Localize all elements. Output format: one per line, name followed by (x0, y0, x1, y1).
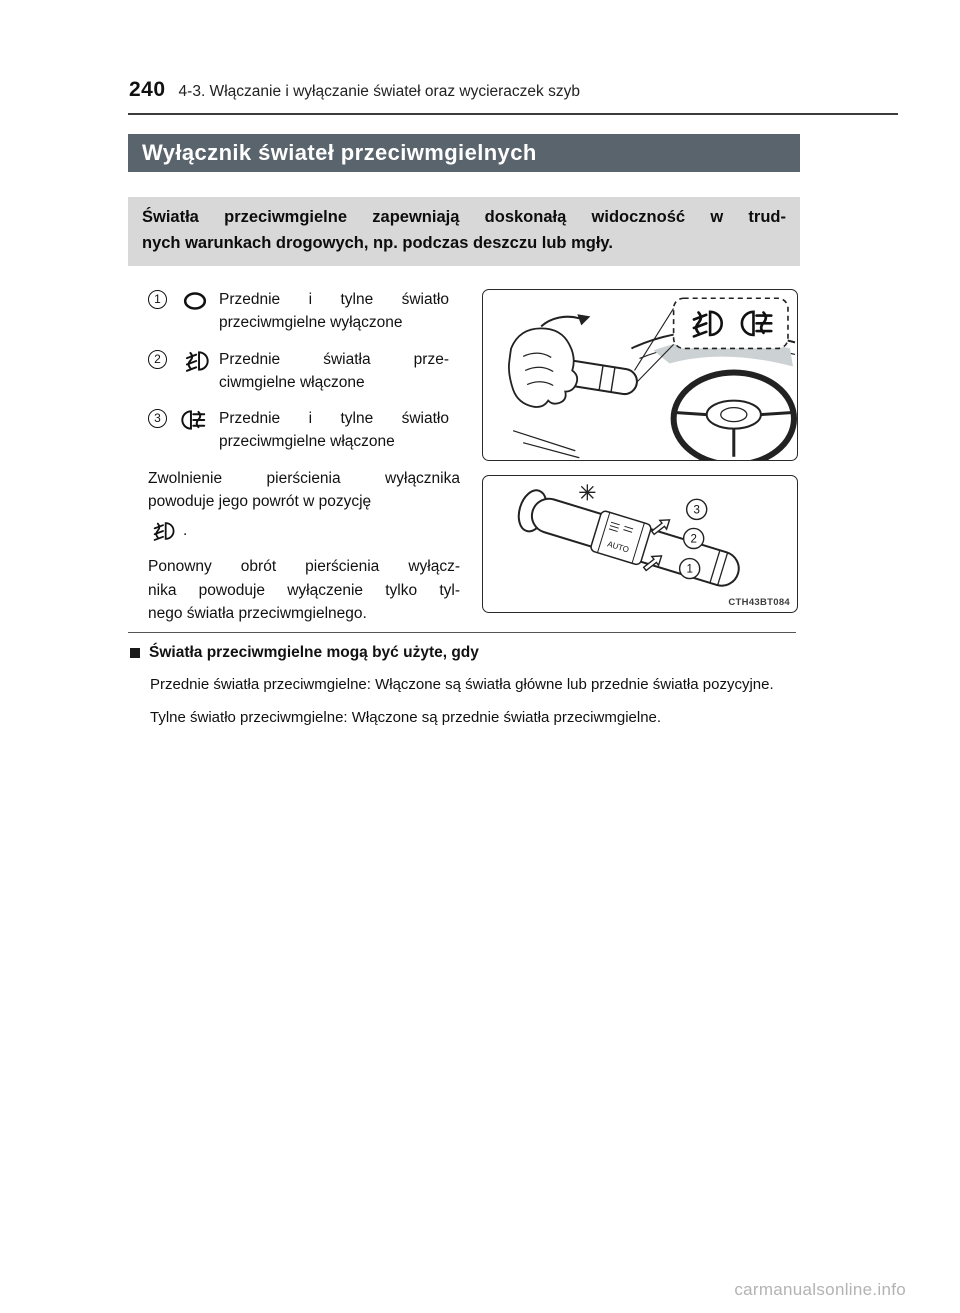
rotation-arrow (541, 314, 590, 326)
light-symbol-icon (579, 484, 595, 500)
symbol-inset (674, 298, 788, 348)
figure-caption: CTH43BT084 (728, 597, 790, 608)
hand (509, 328, 577, 407)
intro-box (128, 197, 800, 266)
paragraph-release-ring: Zwolnienie pierścienia wyłącznika powoduje jego powrót w pozycję . (148, 467, 460, 543)
figure-fog-switch-hand (482, 289, 798, 461)
callout-1 (680, 559, 700, 579)
control-stalk (514, 487, 744, 594)
item-number-1: 1 (148, 290, 167, 309)
figure-stalk-positions (482, 475, 798, 613)
section-title: 4-3. Włączanie i wyłączanie świateł oraz wycieraczek szyb (178, 83, 580, 100)
intro-line-2: nych warunkach drogowych, np. podczas deszczu lub mgły. (142, 233, 613, 252)
note-paragraph: Tylne światło przeciwmgielne: Włączone są przednie światła przeciwmgielne. (150, 709, 662, 727)
page-header (129, 78, 580, 102)
list-item (148, 407, 468, 454)
notes-section (130, 644, 806, 740)
chapter-title-bar: Wyłącznik świateł przeciwmgielnych (128, 134, 800, 172)
period: . (183, 522, 188, 539)
section-divider (128, 632, 796, 633)
steering-wheel (674, 372, 794, 460)
note-heading (130, 644, 806, 662)
front-fog-icon (148, 521, 176, 541)
stalk-diagram (483, 476, 797, 612)
position-icon-line (148, 519, 460, 542)
callout-3 (687, 499, 707, 519)
item-number-3: 3 (148, 409, 167, 428)
svg-text:1: 1 (686, 563, 693, 576)
fog-off-icon (179, 290, 211, 312)
item-text: Przednie i tylne światło przeciwmgielne wyłączone (219, 291, 449, 332)
watermark: carmanualsonline.info (734, 1280, 906, 1299)
square-bullet-icon (130, 648, 140, 658)
legend-column (148, 288, 468, 625)
note-heading-text: Światła przeciwmgielne mogą być użyte, gdy (149, 644, 479, 661)
fog-switch-illustration (483, 290, 797, 460)
list-item (148, 348, 468, 395)
svg-text:3: 3 (693, 504, 700, 517)
paragraph-rotate-again: Ponowny obrót pierścienia wyłącz- nika powoduje wyłączenie tylko tyl- nego światła przeciwmgielnego. (148, 558, 460, 622)
item-text: Przednie i tylne światło przeciwmgielne włączone (219, 410, 449, 451)
header-divider (128, 113, 898, 115)
front-fog-icon (179, 350, 211, 372)
item-text: Przednie światła prze- ciwmgielne włączone (219, 350, 449, 391)
rear-fog-icon (179, 409, 211, 431)
stalk-auto-label: AUTO (606, 539, 631, 555)
list-item (148, 288, 468, 335)
callout-2 (684, 528, 704, 548)
svg-text:2: 2 (690, 533, 697, 546)
note-paragraph: Przednie światła przeciwmgielne: Włączone są światła główne lub przednie światła pozycyjne. (150, 676, 774, 693)
page-number: 240 (129, 78, 166, 101)
intro-line-1: Światła przeciwmgielne zapewniają doskonałą widoczność w trud- (142, 208, 786, 226)
item-number-2: 2 (148, 350, 167, 369)
